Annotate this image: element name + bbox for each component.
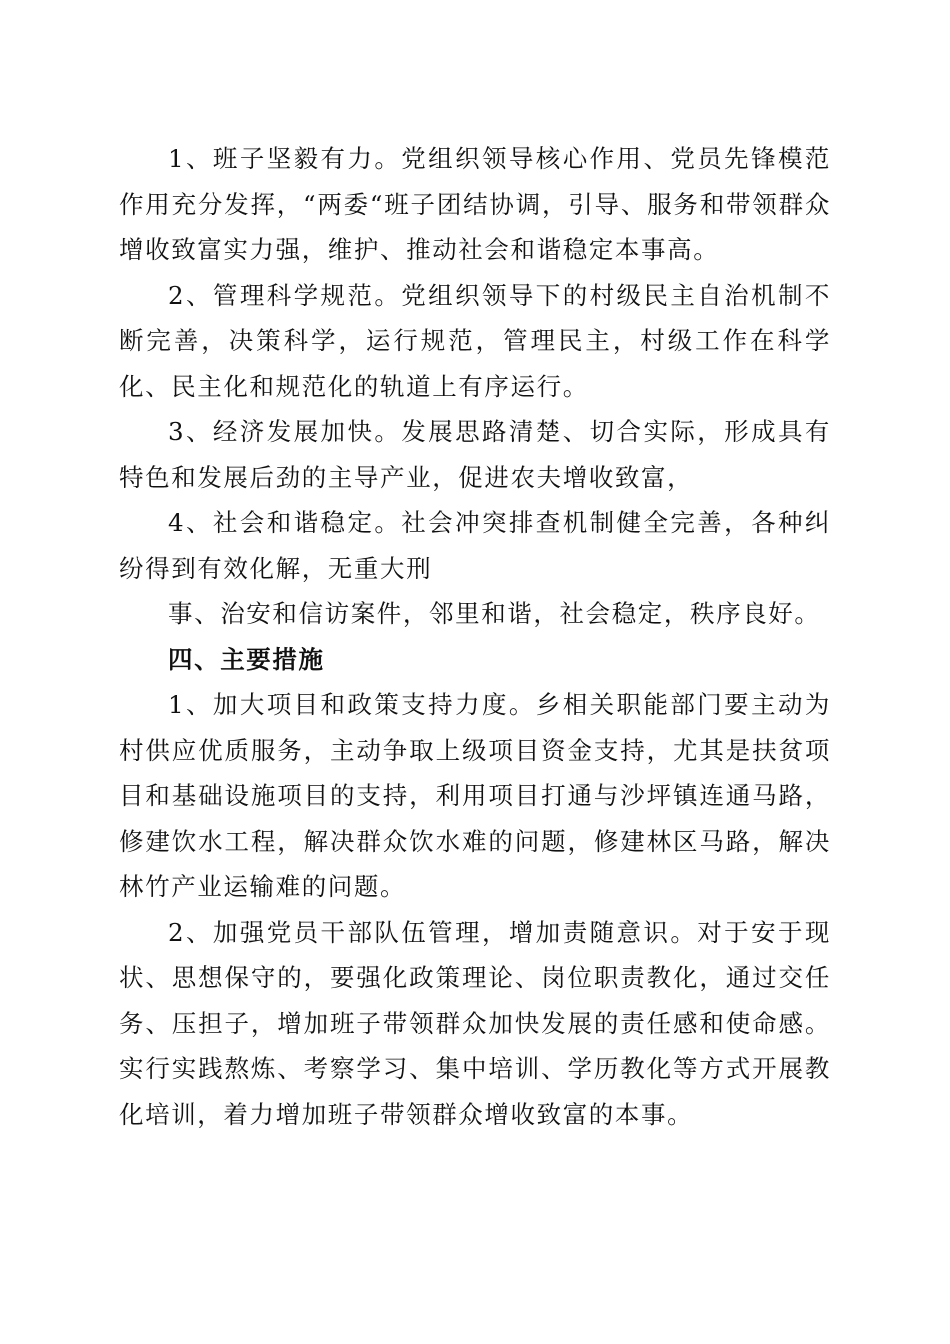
document-body	[119, 136, 831, 1137]
paragraph-measure-projects: 1、加大项目和政策支持力度。乡相关职能部门要主动为村供应优质服务，主动争取上级项目资金支持，尤其是扶贫项目和基础设施项目的支持，利用项目打通与沙坪镇连通马路，修建饮水工程，解决群众饮水难的问题，修建林区马路，解决林竹产业运输难的问题。	[119, 690, 831, 901]
paragraph-social-harmony-continued: 事、治安和信访案件，邻里和谐，社会稳定，秩序良好。	[168, 599, 821, 628]
paragraph-measure-cadres: 2、加强党员干部队伍管理，增加责随意识。对于安于现状、思想保守的，要强化政策理论、岗位职责教化，通过交任务、压担子，增加班子带领群众加快发展的责任感和使命感。实行实践熬炼、考察学习、集中培训、学历教化等方式开展教化培训，着力增加班子带领群众增收致富的本事。	[119, 917, 831, 1129]
paragraph-team-strength: 1、班子坚毅有力。党组织领导核心作用、党员先锋模范作用充分发挥，“两委“班子团结协调，引导、服务和带领群众增收致富实力强，维护、推动社会和谐稳定本事高。	[119, 144, 831, 264]
paragraph-social-harmony: 4、社会和谐稳定。社会冲突排查机制健全完善，各种纠纷得到有效化解，无重大刑	[119, 508, 831, 583]
paragraph-economy: 3、经济发展加快。发展思路清楚、切合实际，形成具有特色和发展后劲的主导产业，促进农夫增收致富，	[119, 417, 831, 492]
paragraph-management: 2、管理科学规范。党组织领导下的村级民主自治机制不断完善，决策科学，运行规范，管理民主，村级工作在科学化、民主化和规范化的轨道上有序运行。	[119, 280, 831, 401]
section-heading: 四、主要措施	[168, 644, 325, 674]
